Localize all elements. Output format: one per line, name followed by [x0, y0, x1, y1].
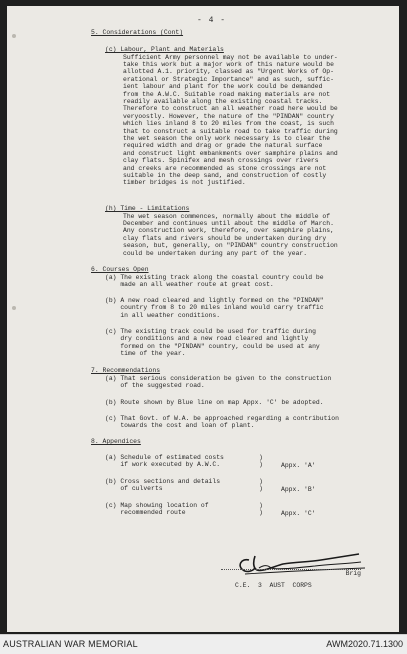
punch-hole — [12, 34, 16, 38]
signature-title: C.E. 3 AUST CORPS — [235, 582, 312, 589]
appendix-a-ref: Appx. 'A' — [281, 462, 316, 469]
section-8-heading: 8. Appendices — [91, 438, 141, 445]
appendix-c-ref: Appx. 'C' — [281, 510, 316, 517]
section-7-heading: 7. Recommendations — [91, 367, 161, 374]
appendix-c-text: (c) Map showing location of recommended route — [105, 502, 209, 517]
appendix-b-text: (b) Cross sections and details of culverts — [105, 478, 221, 493]
section-5c-heading: (c) Labour, Plant and Materials — [105, 46, 224, 53]
document-page — [7, 6, 399, 632]
archive-footer — [0, 634, 407, 654]
section-6a: (a) The existing track along the coastal country could be made an all weather route at great cost. — [105, 273, 324, 288]
footer-institution: AUSTRALIAN WAR MEMORIAL — [3, 639, 138, 649]
appendix-a-text: (a) Schedule of estimated costs if work executed by A.W.C. — [105, 454, 224, 469]
section-7b: (b) Route shown by Blue line on map Appx. 'C' be adopted. — [105, 399, 324, 406]
footer-accession-number: AWM2020.71.1300 — [326, 639, 403, 649]
punch-hole — [12, 306, 16, 310]
section-5c-body: Sufficient Army personnel may not be available to under- take this work but a major work of this nature would be allotted A.1. priority, classed as "Urgent Works of Op- erational or Strategic Importance" and as such, suffic- ient labour and plant for the work could be demanded from the A.W.C. Suitable road making materials are not readily available along the existing coastal tracks. Therefore to construct an all weather road here would be veryoostly. However, the nature of the "PINDAN" country which lies inland 8 to 20 miles from the coast, is such that to construct a suitable road to take traffic during the wet season the only work necessary is to clear the required width and drag or grade the natural surface and construct light embankments over samphire plains and clay flats. Spinifex and mesh crossings over rivers and creeks are recommended as stone crossings are not suitable in the deep sand, and construction of costly timber bridges is not justified. — [123, 53, 338, 187]
signature-rank: Brig — [221, 569, 361, 577]
appendix-b-brace: ) ) — [259, 478, 263, 493]
section-5-heading: 5. Considerations (Cont) — [91, 29, 184, 36]
section-6-heading: 6. Courses Open — [91, 266, 149, 273]
section-6c: (c) The existing track could be used for traffic during dry conditions and a new road cleared and lightly formed on the "PINDAN" country, could be used at any time of the year. — [105, 328, 320, 358]
section-5h-body: The wet season commences, normally about the middle of December and continues until about the middle of March. Any construction work, therefore, over samphire plains, clay flats and rivers should be undertaken during dry season, but, generally, on "PINDAN" country construction could be undertaken during any part of the year. — [123, 212, 338, 257]
appendix-a-brace: ) ) — [259, 454, 263, 469]
section-5h-heading: (h) Time - Limitations — [105, 205, 190, 212]
section-7a: (a) That serious consideration be given to the construction of the suggested road. — [105, 374, 332, 389]
appendix-c-brace: ) ) — [259, 502, 263, 517]
section-6b: (b) A new road cleared and lightly formed on the "PINDAN" country from 8 to 20 miles inland would carry traffic in all weather conditions. — [105, 297, 324, 319]
appendix-b-ref: Appx. 'B' — [281, 486, 316, 493]
section-7c: (c) That Govt. of W.A. be approached regarding a contribution towards the cost and loan of plant. — [105, 415, 339, 430]
page-number: - 4 - — [197, 16, 227, 25]
